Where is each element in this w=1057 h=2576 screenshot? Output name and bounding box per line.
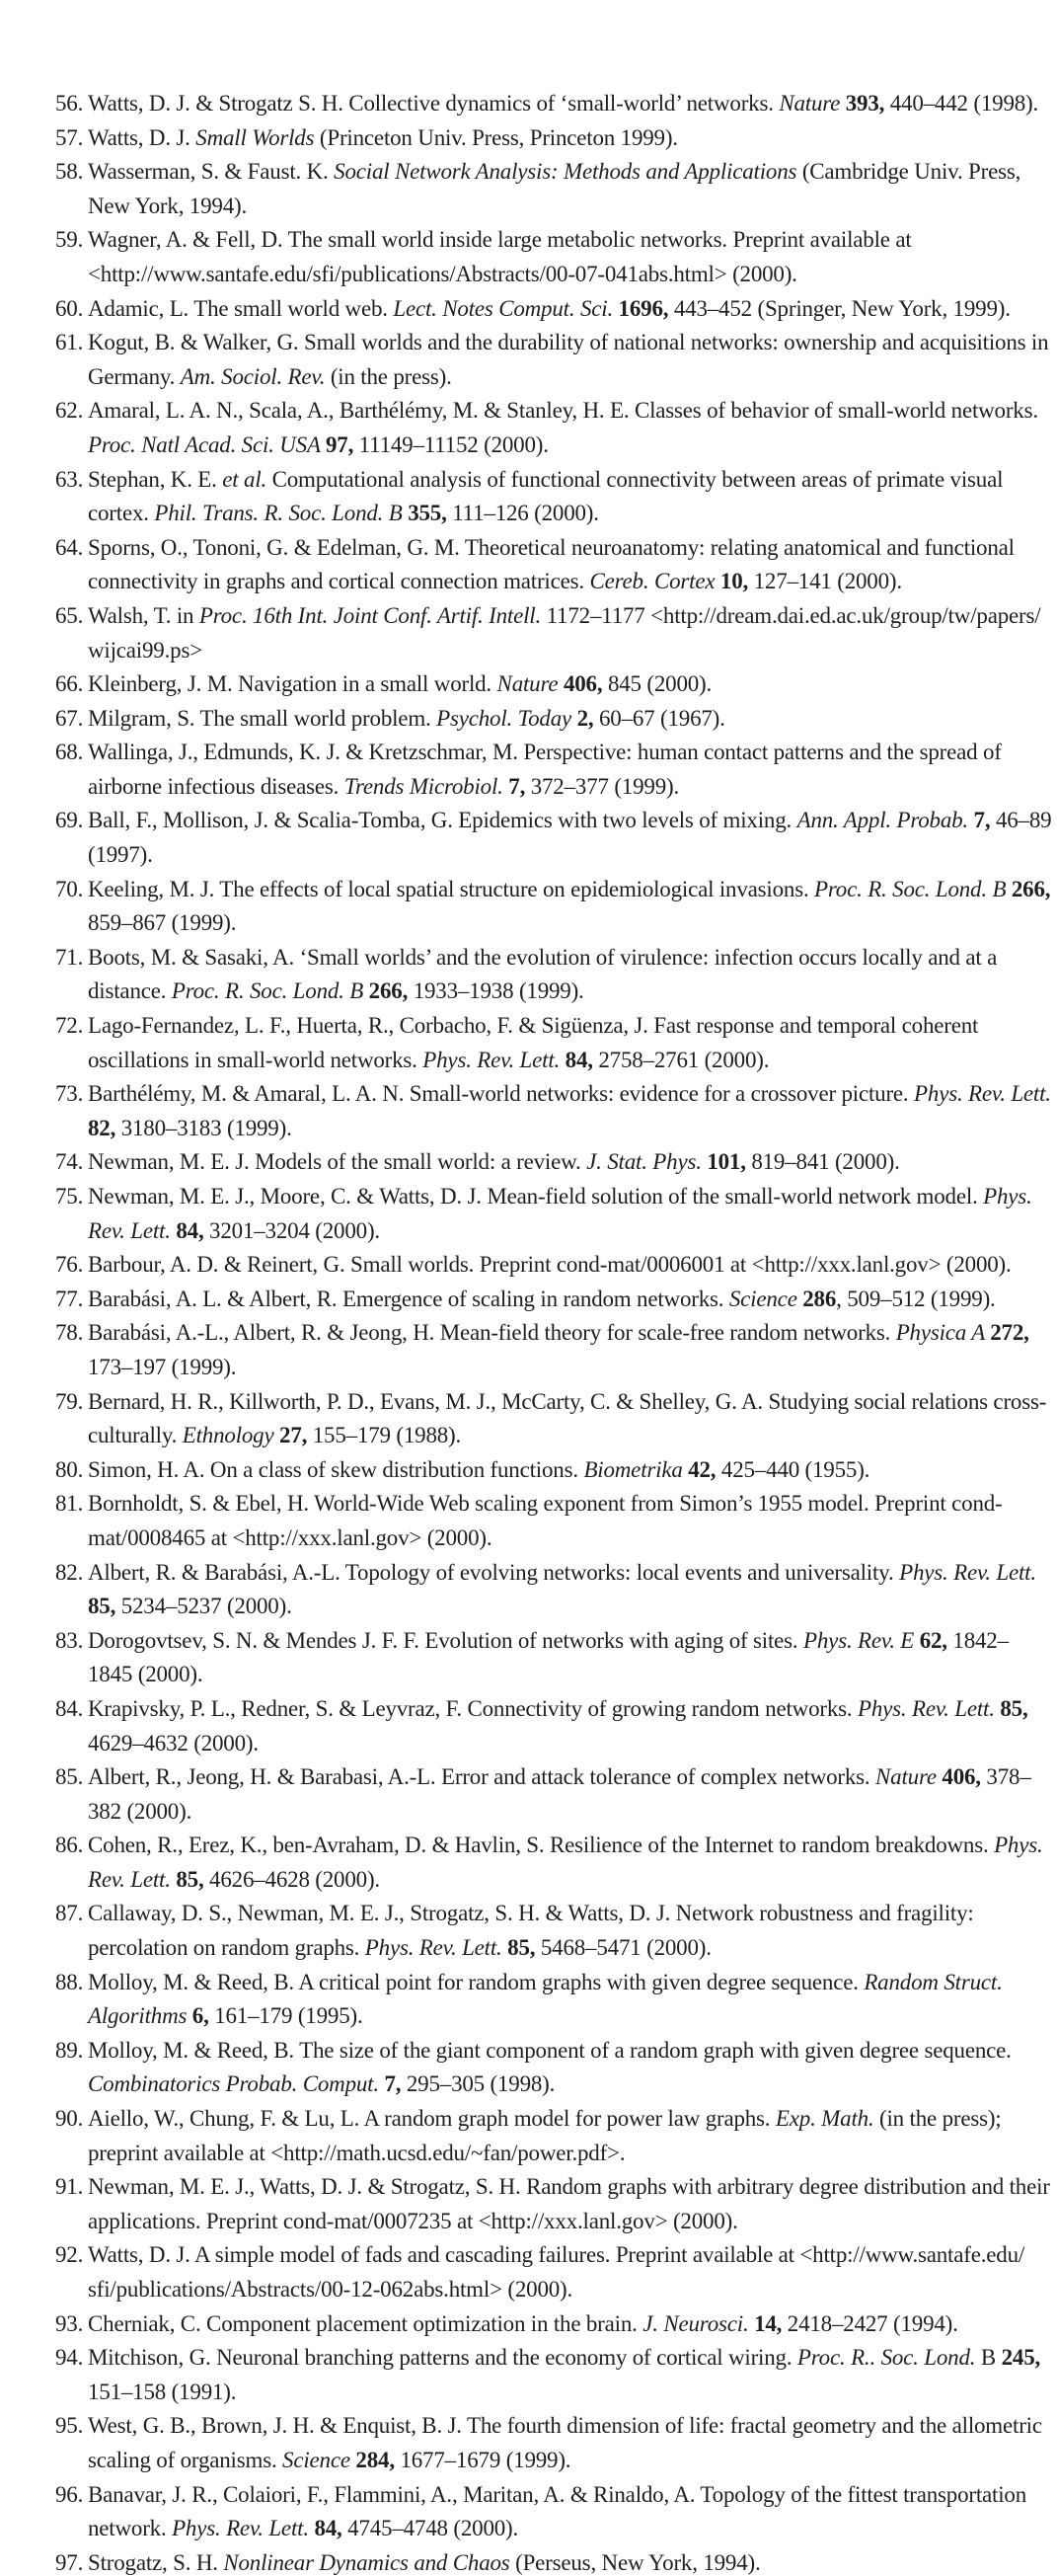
reference-text: Watts, D. J. [88, 124, 196, 150]
reference-italic-text: Proc. 16th Int. Joint Conf. Artif. Intell. [198, 602, 547, 628]
reference-volume: 27, [279, 1423, 313, 1448]
reference-text: Watts, D. J. & Strogatz S. H. Collective dynamics of ‘small-world’ networks. [88, 91, 780, 116]
reference-item [55, 326, 1052, 394]
reference-number: 90. [55, 2106, 84, 2132]
reference-italic-text: Biometrika [583, 1456, 689, 1482]
reference-text: 2418–2427 (1994). [787, 2310, 958, 2336]
reference-italic-text: Psychol. Today [436, 705, 577, 731]
reference-text: 5234–5237 (2000). [120, 1594, 292, 1619]
reference-volume: 85, [507, 1935, 541, 1961]
reference-number: 95. [55, 2413, 84, 2439]
reference-number: 82. [55, 1559, 84, 1585]
reference-text: Aiello, W., Chung, F. & Lu, L. A random graph model for power law graphs. [88, 2106, 776, 2132]
reference-number: 69. [55, 808, 84, 833]
reference-volume: 406, [942, 1764, 987, 1790]
reference-text: Walsh, T. in [88, 602, 199, 628]
reference-item [55, 394, 1052, 462]
reference-volume: 272, [990, 1320, 1029, 1346]
reference-number: 56. [55, 91, 84, 116]
reference-number: 92. [55, 2242, 84, 2268]
reference-item [55, 2341, 1052, 2409]
reference-number: 68. [55, 740, 84, 765]
reference-item [55, 667, 1052, 702]
reference-item [55, 804, 1052, 872]
reference-text: Albert, R., Jeong, H. & Barabasi, A.-L. Error and attack tolerance of complex networks. [88, 1764, 876, 1790]
reference-italic-text: Proc. R.. Soc. Lond. [796, 2345, 981, 2371]
reference-text: Kogut, B. & Walker, G. Small worlds and the durability of national networks: ownership and acquisitions in Germany. [88, 330, 1049, 389]
reference-volume: 82, [88, 1115, 121, 1140]
reference-number: 80. [55, 1456, 84, 1482]
reference-number: 96. [55, 2481, 84, 2507]
reference-text: 378–382 (2000). [88, 1764, 1031, 1824]
reference-text: 1933–1938 (1999). [413, 978, 584, 1004]
reference-text: 127–141 (2000). [753, 569, 902, 594]
reference-volume: 84, [314, 2516, 348, 2541]
reference-volume: 1696, [618, 295, 674, 321]
reference-text: Kleinberg, J. M. Navigation in a small world. [88, 671, 497, 697]
reference-item [55, 702, 1052, 737]
reference-number: 94. [55, 2345, 84, 2371]
reference-italic-text: Phys. Rev. Lett. [899, 1559, 1036, 1585]
reference-item [55, 1077, 1052, 1145]
reference-italic-text: Lect. Notes Comput. Sci. [393, 295, 619, 321]
reference-text: Wagner, A. & Fell, D. The small world inside large metabolic networks. Preprint available at <http://www.santafe.edu/​sfi/​publications/​Abstracts/​00-07-041abs.html> (2000). [88, 227, 912, 286]
reference-item [55, 1556, 1052, 1624]
reference-text: 155–179 (1988). [312, 1423, 462, 1448]
reference-item [55, 599, 1052, 667]
reference-item [55, 1145, 1052, 1180]
reference-volume: 84, [176, 1217, 210, 1243]
reference-text: 443–452 (Springer, New York, 1999). [673, 295, 1011, 321]
reference-text: 3201–3204 (2000). [209, 1217, 380, 1243]
reference-number: 85. [55, 1764, 84, 1790]
reference-item [55, 87, 1052, 121]
reference-text: Cherniak, C. Component placement optimization in the brain. [88, 2310, 643, 2336]
reference-text: Strogatz, S. H. [88, 2549, 224, 2575]
reference-number: 70. [55, 876, 84, 901]
reference-text: Mitchison, G. Neuronal branching patterns and the economy of cortical wiring. [88, 2345, 797, 2371]
reference-item [55, 873, 1052, 941]
reference-volume: 14, [754, 2310, 788, 2336]
reference-text: West, G. B., Brown, J. H. & Enquist, B. J. The fourth dimension of life: fractal geometry and the allometric scaling of organisms. [88, 2413, 1042, 2472]
reference-volume: 42, [688, 1456, 721, 1482]
reference-item [55, 223, 1052, 291]
reference-item [55, 1692, 1052, 1760]
reference-text: , 509–512 (1999). [836, 1286, 996, 1311]
reference-volume: 355, [408, 501, 453, 526]
reference-text: Computational analysis of functional connectivity between areas of primate visual cortex. [88, 466, 1004, 526]
reference-text: 151–158 (1991). [88, 2379, 237, 2404]
reference-number: 60. [55, 295, 84, 321]
reference-text: 819–841 (2000). [751, 1149, 900, 1175]
reference-volume: 286 [802, 1286, 837, 1311]
reference-italic-text: Phys. Rev. Lett. [88, 1833, 1043, 1892]
reference-text: 4626–4628 (2000). [209, 1866, 380, 1892]
reference-text: 4745–4748 (2000). [347, 2516, 519, 2541]
reference-text: 46–89 (1997). [88, 808, 1052, 868]
reference-text: Keeling, M. J. The effects of local spatial structure on epidemiological invasions. [88, 876, 815, 901]
reference-text: Barthélémy, M. & Amaral, L. A. N. Small-world networks: evidence for a crossover picture. [88, 1081, 915, 1107]
reference-text: 111–126 (2000). [452, 501, 599, 526]
reference-italic-text: Ann. Appl. Probab. [796, 808, 974, 833]
reference-italic-text: Nature [779, 91, 846, 116]
reference-text: Krapivsky, P. L., Redner, S. & Leyvraz, F. Connectivity of growing random networks. [88, 1695, 858, 1721]
reference-number: 66. [55, 671, 84, 697]
reference-text: 440–442 (1998). [889, 91, 1039, 116]
reference-number: 86. [55, 1833, 84, 1858]
reference-number: 71. [55, 944, 84, 970]
reference-number: 74. [55, 1149, 84, 1175]
reference-item [55, 1624, 1052, 1692]
reference-volume: 266, [1011, 876, 1051, 901]
reference-text: Wasserman, S. & Faust. K. [88, 159, 335, 185]
reference-text: Lago-Fernandez, L. F., Huerta, R., Corbacho, F. & Sigüenza, J. Fast response and temporal coherent oscillations in small-world networks. [88, 1013, 979, 1072]
reference-italic-text: Science [282, 2447, 356, 2472]
reference-text: 2758–2761 (2000). [598, 1047, 770, 1072]
reference-text: Newman, M. E. J., Moore, C. & Watts, D. J. Mean-field solution of the small-world network model. [88, 1184, 984, 1209]
reference-volume: 7, [973, 808, 996, 833]
reference-text: 3180–3183 (1999). [120, 1115, 292, 1140]
reference-text: Cohen, R., Erez, K., ben-Avraham, D. & Havlin, S. Resilience of the Internet to random breakdowns. [88, 1833, 995, 1858]
reference-text: Barbour, A. D. & Reinert, G. Small worlds. Preprint cond-mat/0006001 at <http://xxx.lanl.gov> (2000). [88, 1252, 1012, 1278]
reference-text: Milgram, S. The small world problem. [88, 705, 437, 731]
reference-volume: 393, [845, 91, 890, 116]
reference-number: 76. [55, 1252, 84, 1278]
reference-item [55, 941, 1052, 1009]
reference-italic-text: Social Network Analysis: Methods and Applications [334, 159, 802, 185]
reference-item [55, 736, 1052, 804]
reference-number: 78. [55, 1320, 84, 1346]
reference-item [55, 2102, 1052, 2170]
reference-item [55, 1009, 1052, 1077]
reference-item [55, 2034, 1052, 2102]
reference-italic-text: J. Neurosci. [642, 2310, 755, 2336]
reference-text: (in the press). [330, 363, 452, 389]
reference-text: 5468–5471 (2000). [540, 1935, 712, 1961]
reference-number: 79. [55, 1388, 84, 1414]
reference-text: Wallinga, J., Edmunds, K. J. & Kretzschmar, M. Perspective: human contact patterns and the spread of airborne infectious diseases. [88, 740, 1002, 799]
reference-text: Banavar, J. R., Colaiori, F., Flammini, A., Maritan, A. & Rinaldo, A. Topology of the fittest transportation network. [88, 2481, 1027, 2541]
reference-text: Molloy, M. & Reed, B. A critical point for random graphs with given degree sequence. [88, 1969, 865, 1994]
reference-item [55, 1966, 1052, 2034]
reference-number: 87. [55, 1901, 84, 1926]
reference-italic-text: Phys. Rev. E [803, 1627, 920, 1653]
reference-item [55, 121, 1052, 156]
reference-item [55, 292, 1052, 327]
reference-text: 372–377 (1999). [530, 773, 680, 799]
reference-item [55, 1316, 1052, 1384]
reference-italic-text: Physica A [895, 1320, 991, 1346]
reference-number: 83. [55, 1627, 84, 1653]
reference-item [55, 1453, 1052, 1488]
reference-item [55, 2238, 1052, 2306]
reference-item [55, 1283, 1052, 1317]
reference-number: 61. [55, 330, 84, 355]
reference-item [55, 2409, 1052, 2477]
reference-volume: 6, [191, 2003, 215, 2029]
reference-volume: 97, [325, 431, 359, 457]
reference-italic-text: Ethnology [182, 1423, 280, 1448]
reference-volume: 266, [368, 978, 414, 1004]
reference-number: 97. [55, 2549, 84, 2575]
reference-volume: 406, [563, 671, 608, 697]
reference-item [55, 1385, 1052, 1453]
reference-number: 73. [55, 1081, 84, 1107]
reference-volume: 7, [508, 773, 531, 799]
reference-item [55, 2170, 1052, 2238]
reference-number: 58. [55, 159, 84, 185]
reference-volume: 85, [88, 1594, 121, 1619]
reference-italic-text: Phys. Rev. Lett. [858, 1695, 1001, 1721]
reference-number: 62. [55, 398, 84, 424]
reference-italic-text: Phys. Rev. Lett. [172, 2516, 315, 2541]
reference-item [55, 463, 1052, 531]
reference-number: 64. [55, 534, 84, 560]
reference-number: 77. [55, 1286, 84, 1311]
reference-italic-text: Small Worlds [195, 124, 320, 150]
reference-italic-text: Phys. Rev. Lett. [914, 1081, 1051, 1107]
reference-text: 11149–11152 (2000). [358, 431, 549, 457]
reference-italic-text: J. Stat. Phys. [586, 1149, 708, 1175]
reference-italic-text: Nature [875, 1764, 943, 1790]
reference-text: Boots, M. & Sasaki, A. ‘Small worlds’ and the evolution of virulence: infection occurs locally and at a distance. [88, 944, 998, 1004]
reference-text: Newman, M. E. J., Watts, D. J. & Strogatz, S. H. Random graphs with arbitrary degree distribution and their applications. Preprint cond-mat/0007235 at <http://xxx.lanl.gov> (2000). [88, 2174, 1050, 2233]
reference-text: 60–67 (1967). [598, 705, 725, 731]
reference-text: 1677–1679 (1999). [400, 2447, 571, 2472]
reference-item [55, 1829, 1052, 1897]
reference-italic-text: Am. Sociol. Rev. [180, 363, 331, 389]
reference-text: Newman, M. E. J. Models of the small world: a review. [88, 1149, 587, 1175]
reference-volume: 101, [707, 1149, 752, 1175]
reference-volume: 284, [355, 2447, 401, 2472]
reference-item [55, 155, 1052, 223]
reference-volume: 10, [719, 569, 754, 594]
reference-item [55, 1487, 1052, 1555]
reference-volume: 84, [565, 1047, 599, 1072]
reference-volume: 2, [576, 705, 599, 731]
reference-italic-text: Phys. Rev. Lett. [88, 1184, 1032, 1243]
reference-text: Bernard, H. R., Killworth, P. D., Evans, M. J., McCarty, C. & Shelley, G. A. Studying social relations cross-culturally. [88, 1388, 1047, 1448]
reference-item [55, 2307, 1052, 2342]
reference-text: Bornholdt, S. & Ebel, H. World-Wide Web scaling exponent from Simon’s 1955 model. Preprint cond-mat/0008465 at <http://xxx.lanl.gov> (2000). [88, 1491, 1003, 1550]
reference-text: 1842–1845 (2000). [88, 1627, 1009, 1687]
reference-item [55, 531, 1052, 599]
reference-volume: 7, [384, 2071, 407, 2097]
reference-text: (in the press); preprint available at <http://math.ucsd.edu/​~fan/​power.pdf>. [88, 2106, 1002, 2165]
reference-text: 4629–4632 (2000). [88, 1730, 259, 1756]
reference-italic-text: Phys. Rev. Lett. [364, 1935, 508, 1961]
reference-number: 81. [55, 1491, 84, 1517]
reference-text: (Princeton Univ. Press, Princeton 1999). [319, 124, 678, 150]
reference-text: Adamic, L. The small world web. [88, 295, 394, 321]
reference-italic-text: Trends Microbiol. [343, 773, 509, 799]
reference-number: 65. [55, 602, 84, 628]
reference-number: 63. [55, 466, 84, 492]
reference-text: Dorogovtsev, S. N. & Mendes J. F. F. Evolution of networks with aging of sites. [88, 1627, 804, 1653]
reference-text: Molloy, M. & Reed, B. The size of the giant component of a random graph with given degree sequence. [88, 2037, 1012, 2063]
reference-text: Callaway, D. S., Newman, M. E. J., Strogatz, S. H. & Watts, D. J. Network robustness and fragility: percolation on random graphs. [88, 1901, 974, 1961]
reference-italic-text: Science [728, 1286, 803, 1311]
reference-volume: 245, [1001, 2345, 1041, 2371]
reference-text: (Perseus, New York, 1994). [515, 2549, 761, 2575]
reference-text: Ball, F., Mollison, J. & Scalia-Tomba, G. Epidemics with two levels of mixing. [88, 808, 797, 833]
reference-text: Barabási, A.-L., Albert, R. & Jeong, H. Mean-field theory for scale-free random networks. [88, 1320, 896, 1346]
reference-text: Simon, H. A. On a class of skew distribution functions. [88, 1456, 584, 1482]
reference-number: 67. [55, 705, 84, 731]
reference-text: Amaral, L. A. N., Scala, A., Barthélémy, M. & Stanley, H. E. Classes of behavior of small-world networks. [88, 398, 1038, 424]
reference-number: 84. [55, 1695, 84, 1721]
reference-volume: 62, [919, 1627, 953, 1653]
reference-text: B [980, 2345, 1002, 2371]
reference-number: 59. [55, 227, 84, 253]
reference-item [55, 1760, 1052, 1829]
reference-text: 859–867 (1999). [88, 910, 237, 936]
reference-italic-text: Phil. Trans. R. Soc. Lond. B [154, 501, 409, 526]
reference-text: Sporns, O., Tononi, G. & Edelman, G. M. Theoretical neuroanatomy: relating anatomical and functional connectivity in graphs and cortical connection matrices. [88, 534, 1015, 594]
reference-volume: 85, [176, 1866, 210, 1892]
reference-italic-text: Nonlinear Dynamics and Chaos [223, 2549, 516, 2575]
reference-text: Stephan, K. E. [88, 466, 223, 492]
reference-item [55, 2546, 1052, 2576]
reference-italic-text: Random Struct. Algorithms [88, 1969, 1003, 2029]
reference-text: Barabási, A. L. & Albert, R. Emergence of scaling in random networks. [88, 1286, 729, 1311]
reference-italic-text: et al. [222, 466, 272, 492]
reference-italic-text: Phys. Rev. Lett. [422, 1047, 566, 1072]
reference-number: 57. [55, 124, 84, 150]
reference-volume: 85, [1000, 1695, 1028, 1721]
reference-item [55, 1248, 1052, 1283]
reference-text: 173–197 (1999). [88, 1354, 237, 1379]
reference-item [55, 1897, 1052, 1965]
reference-item [55, 2478, 1052, 2546]
reference-text: Albert, R. & Barabási, A.-L. Topology of evolving networks: local events and universality. [88, 1559, 900, 1585]
reference-text: 425–440 (1955). [720, 1456, 870, 1482]
reference-italic-text: Cereb. Cortex [589, 569, 720, 594]
reference-text: 1172–1177 <http://dream.dai.ed.ac.uk/​group/​tw/​papers/​wijcai99.ps> [88, 602, 1041, 663]
reference-italic-text: Exp. Math. [775, 2106, 880, 2132]
reference-italic-text: Proc. Natl Acad. Sci. USA [88, 431, 326, 457]
reference-number: 72. [55, 1013, 84, 1039]
reference-text: Watts, D. J. A simple model of fads and cascading failures. Preprint available at <http://www.santafe.edu/​sfi/​publications/​Abstracts/​00-12-062abs.html> (2000). [88, 2242, 1025, 2302]
reference-italic-text: Proc. R. Soc. Lond. B [171, 978, 369, 1004]
reference-number: 93. [55, 2310, 84, 2336]
reference-italic-text: Proc. R. Soc. Lond. B [814, 876, 1012, 901]
reference-italic-text: Combinatorics Probab. Comput. [88, 2071, 385, 2097]
reference-number: 88. [55, 1969, 84, 1994]
reference-number: 75. [55, 1184, 84, 1209]
reference-item [55, 1180, 1052, 1248]
reference-text: 295–305 (1998). [406, 2071, 556, 2097]
reference-text: 161–179 (1995). [214, 2003, 363, 2029]
reference-number: 91. [55, 2174, 84, 2200]
reference-text: 845 (2000). [607, 671, 713, 697]
reference-number: 89. [55, 2037, 84, 2063]
reference-italic-text: Nature [496, 671, 564, 697]
reference-text: (Cambridge Univ. Press, New York, 1994). [88, 159, 1021, 218]
